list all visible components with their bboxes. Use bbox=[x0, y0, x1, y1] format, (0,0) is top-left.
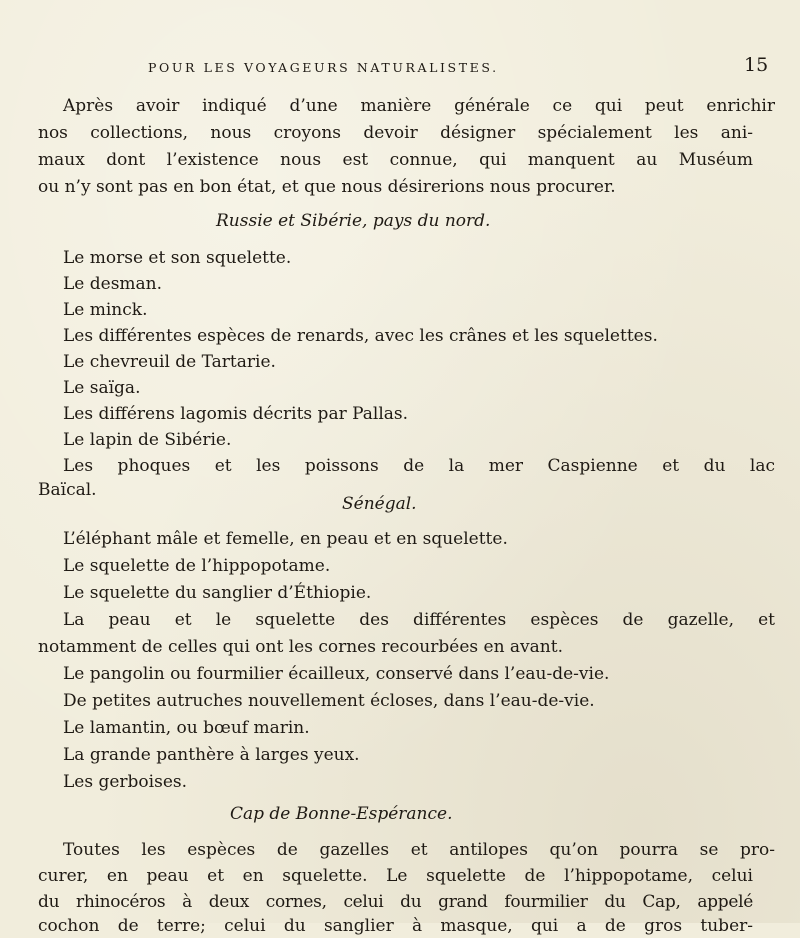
section-heading-cape: Cap de Bonne-Espérance. bbox=[230, 804, 453, 824]
list-item: Le minck. bbox=[63, 300, 148, 320]
list-item: Les gerboises. bbox=[63, 772, 188, 792]
section-heading-russia: Russie et Sibérie, pays du nord. bbox=[216, 211, 491, 231]
list-item: Le lamantin, ou bœuf marin. bbox=[63, 718, 310, 738]
intro-line: nos collections, nous croyons devoir désigner spécialement les ani- bbox=[38, 123, 753, 143]
list-item: L’éléphant mâle et femelle, en peau et en squelette. bbox=[63, 529, 508, 549]
list-item: Le saïga. bbox=[63, 378, 141, 398]
paragraph-line: cochon de terre; celui du sanglier à masque, qui a de gros tuber- bbox=[38, 916, 753, 936]
paragraph-line: curer, en peau et en squelette. Le squelette de l’hippopotame, celui bbox=[38, 866, 753, 886]
list-item: Le chevreuil de Tartarie. bbox=[63, 352, 276, 372]
list-item: De petites autruches nouvellement écloses, dans l’eau-de-vie. bbox=[63, 691, 595, 711]
list-item: Les phoques et les poissons de la mer Caspienne et du lac bbox=[63, 456, 775, 476]
list-item: notamment de celles qui ont les cornes recourbées en avant. bbox=[38, 637, 563, 657]
list-item: Le desman. bbox=[63, 274, 163, 294]
list-item: Le pangolin ou fourmilier écailleux, conservé dans l’eau-de-vie. bbox=[63, 664, 610, 684]
paragraph-line: Toutes les espèces de gazelles et antilopes qu’on pourra se pro- bbox=[63, 840, 775, 860]
list-item: La peau et le squelette des différentes espèces de gazelle, et bbox=[63, 610, 775, 630]
intro-line: ou n’y sont pas en bon état, et que nous désirerions nous procurer. bbox=[38, 177, 616, 197]
intro-line: maux dont l’existence nous est connue, qui manquent au Muséum bbox=[38, 150, 753, 170]
intro-line: Après avoir indiqué d’une manière générale ce qui peut enrichir bbox=[63, 96, 775, 116]
list-item: Le squelette du sanglier d’Éthiopie. bbox=[63, 583, 372, 603]
list-item: La grande panthère à larges yeux. bbox=[63, 745, 360, 765]
list-item: Les différens lagomis décrits par Pallas. bbox=[63, 404, 409, 424]
list-item: Le lapin de Sibérie. bbox=[63, 430, 232, 450]
list-item: Le morse et son squelette. bbox=[63, 248, 292, 268]
list-item: Baïcal. bbox=[38, 480, 97, 500]
page-number: 15 bbox=[744, 54, 769, 76]
running-head: POUR LES VOYAGEURS NATURALISTES. bbox=[148, 60, 499, 75]
paragraph-line: du rhinocéros à deux cornes, celui du grand fourmilier du Cap, appelé bbox=[38, 892, 753, 912]
list-item: Le squelette de l’hippopotame. bbox=[63, 556, 331, 576]
section-heading-senegal: Sénégal. bbox=[342, 494, 417, 514]
list-item: Les différentes espèces de renards, avec les crânes et les squelettes. bbox=[63, 326, 658, 346]
